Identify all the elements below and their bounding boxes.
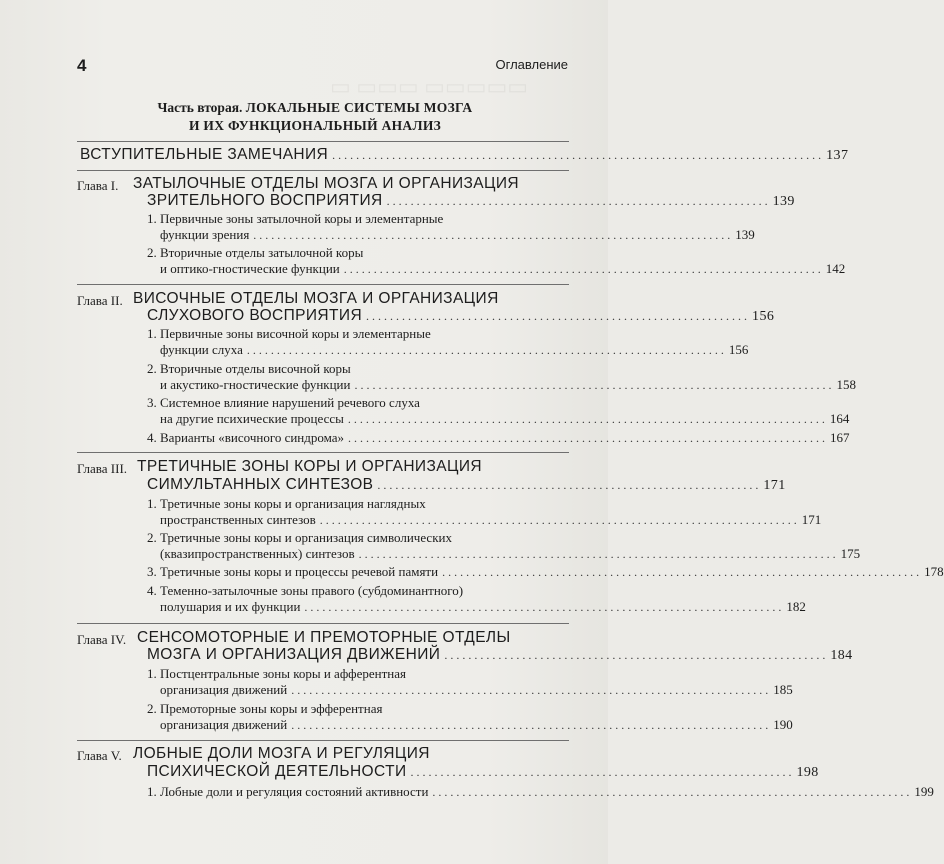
running-head: Оглавление <box>495 57 568 72</box>
page-ref: 190 <box>773 717 793 732</box>
page-ref: 164 <box>829 411 850 426</box>
chapter-label: Глава I. <box>77 178 119 193</box>
section-line: 1. Постцентральные зоны коры и афферентная <box>147 666 406 681</box>
toc-section[interactable] <box>160 377 856 393</box>
toc-section[interactable] <box>160 342 749 358</box>
divider <box>77 141 569 142</box>
divider <box>77 170 569 171</box>
chapter-label: Глава IV. <box>77 632 127 647</box>
page-ref: 139 <box>735 227 755 242</box>
section-line: 2. Вторичные отделы затылочной коры <box>147 245 364 260</box>
toc-section[interactable] <box>160 512 822 528</box>
section-line: и оптико-гностические функции <box>160 261 340 276</box>
section-line: полушария и их функции <box>160 599 301 614</box>
chapter-title-line: ЗАТЫЛОЧНЫЕ ОТДЕЛЫ МОЗГА И ОРГАНИЗАЦИЯ <box>133 175 520 192</box>
page-ref: 178 <box>924 564 944 579</box>
divider <box>77 623 569 624</box>
leader-dots: ................................................................................ <box>358 547 839 561</box>
divider <box>77 284 569 285</box>
chapter-title-line: ЛОБНЫЕ ДОЛИ МОЗГА И РЕГУЛЯЦИЯ <box>133 745 430 762</box>
part-title-line1: ЛОКАЛЬНЫЕ СИСТЕМЫ МОЗГА <box>245 100 473 115</box>
leader-dots: ................................................................ <box>366 309 751 323</box>
section-line: на другие психические процессы <box>160 411 344 426</box>
leader-dots: ................................................................ <box>386 194 771 208</box>
leader-dots: ................................................................ <box>444 648 829 662</box>
section-line: организация движений <box>160 717 288 732</box>
section-line: и акустико-гностические функции <box>160 377 351 392</box>
leader-dots: ................................................................................ <box>442 565 923 579</box>
leader-dots: ................................................................................ <box>291 718 772 732</box>
toc-section[interactable] <box>160 411 850 427</box>
leader-dots: ................................................................................ <box>304 600 785 614</box>
intro-title: ВСТУПИТЕЛЬНЫЕ ЗАМЕЧАНИЯ <box>80 146 329 163</box>
page-ref: 167 <box>830 430 850 445</box>
toc-section[interactable] <box>160 599 806 615</box>
chapter-label: Глава II. <box>77 293 123 308</box>
chapter-title-line: СИМУЛЬТАННЫХ СИНТЕЗОВ <box>147 476 374 493</box>
toc-section[interactable] <box>160 261 846 277</box>
leader-dots: ................................................................................ <box>291 683 772 697</box>
divider <box>77 740 569 741</box>
page-ref: 137 <box>826 148 849 163</box>
page-ref: 182 <box>786 599 806 614</box>
page-ref: 199 <box>914 784 934 799</box>
part-title-line2: И ИХ ФУНКЦИОНАЛЬНЫЙ АНАЛИЗ <box>188 118 442 133</box>
chapter-label: Глава V. <box>77 748 122 763</box>
page-ref: 175 <box>840 546 861 561</box>
toc-section[interactable] <box>160 682 793 698</box>
section-line: 2. Третичные зоны коры и организация символических <box>147 530 452 545</box>
chapter-title-line: СЛУХОВОГО ВОСПРИЯТИЯ <box>147 307 363 324</box>
leader-dots: ................................................................................ <box>253 228 734 242</box>
leader-dots: ................................................................................ <box>319 513 800 527</box>
leader-dots: .................................................................................. <box>332 148 825 162</box>
chapter-title-line: ЗРИТЕЛЬНОГО ВОСПРИЯТИЯ <box>147 192 383 209</box>
page-number: 4 <box>77 56 87 75</box>
toc-chapter-1[interactable] <box>147 192 795 210</box>
page-ref: 158 <box>836 377 856 392</box>
section-line: 4. Варианты «височного синдрома» <box>147 430 345 445</box>
toc-section[interactable] <box>160 546 861 562</box>
part-lead: Часть вторая. <box>157 100 243 115</box>
chapter-title-line: МОЗГА И ОРГАНИЗАЦИЯ ДВИЖЕНИЙ <box>147 646 441 663</box>
section-line: 1. Первичные зоны височной коры и элементарные <box>147 326 431 341</box>
section-line: 4. Теменно-затылочные зоны правого (субдоминантного) <box>147 583 464 598</box>
section-line: 1. Первичные зоны затылочной коры и элементарные <box>147 211 444 226</box>
toc-chapter-3[interactable] <box>147 476 786 494</box>
toc-intro[interactable] <box>80 146 849 164</box>
page-ref: 156 <box>728 342 749 357</box>
toc-chapter-5[interactable] <box>147 763 819 781</box>
toc-section[interactable] <box>147 564 944 580</box>
section-line: 3. Системное влияние нарушений речевого слуха <box>147 395 420 410</box>
toc-section[interactable] <box>160 227 755 243</box>
chapter-label: Глава III. <box>77 461 128 476</box>
section-line: организация движений <box>160 682 288 697</box>
leader-dots: ................................................................ <box>377 478 762 492</box>
section-line: пространственных синтезов <box>160 512 316 527</box>
page-ref: 171 <box>801 512 822 527</box>
section-line: (квазипространственных) синтезов <box>160 546 355 561</box>
toc-section[interactable] <box>160 717 793 733</box>
leader-dots: ................................................................................ <box>354 378 835 392</box>
section-line: функции зрения <box>160 227 250 242</box>
divider <box>77 452 569 453</box>
part-title <box>80 99 550 135</box>
section-line: 1. Лобные доли и регуляция состояний активности <box>147 784 429 799</box>
leader-dots: ................................................................................ <box>246 343 727 357</box>
chapter-title-line: ВИСОЧНЫЕ ОТДЕЛЫ МОЗГА И ОРГАНИЗАЦИЯ <box>133 290 499 307</box>
toc-chapter-2[interactable] <box>147 307 775 325</box>
leader-dots: ................................................................................ <box>343 262 824 276</box>
chapter-title-line: ТРЕТИЧНЫЕ ЗОНЫ КОРЫ И ОРГАНИЗАЦИЯ <box>137 458 482 475</box>
bleed-through-mark: ▭ ▭▭▭ ▭▭▭▭▭ <box>330 74 529 99</box>
page-ref: 185 <box>773 682 793 697</box>
toc-section[interactable] <box>147 784 934 800</box>
chapter-title-line: ПСИХИЧЕСКОЙ ДЕЯТЕЛЬНОСТИ <box>147 763 407 780</box>
leader-dots: ................................................................................ <box>347 412 828 426</box>
page-ref: 184 <box>830 648 853 663</box>
section-line: 2. Вторичные отделы височной коры <box>147 361 351 376</box>
toc-section[interactable] <box>147 430 850 446</box>
page-ref: 142 <box>825 261 846 276</box>
leader-dots: ................................................................ <box>410 765 795 779</box>
toc-chapter-4[interactable] <box>147 646 853 664</box>
leader-dots: ................................................................................ <box>432 785 913 799</box>
section-line: функции слуха <box>160 342 243 357</box>
page-ref: 198 <box>796 765 819 780</box>
page-ref: 139 <box>772 194 795 209</box>
page-ref: 171 <box>763 478 786 493</box>
chapter-title-line: СЕНСОМОТОРНЫЕ И ПРЕМОТОРНЫЕ ОТДЕЛЫ <box>137 629 511 646</box>
page-ref: 156 <box>752 309 775 324</box>
section-line: 3. Третичные зоны коры и процессы речевой памяти <box>147 564 439 579</box>
section-line: 2. Премоторные зоны коры и эфферентная <box>147 701 383 716</box>
section-line: 1. Третичные зоны коры и организация наглядных <box>147 496 426 511</box>
leader-dots: ................................................................................ <box>348 431 829 445</box>
